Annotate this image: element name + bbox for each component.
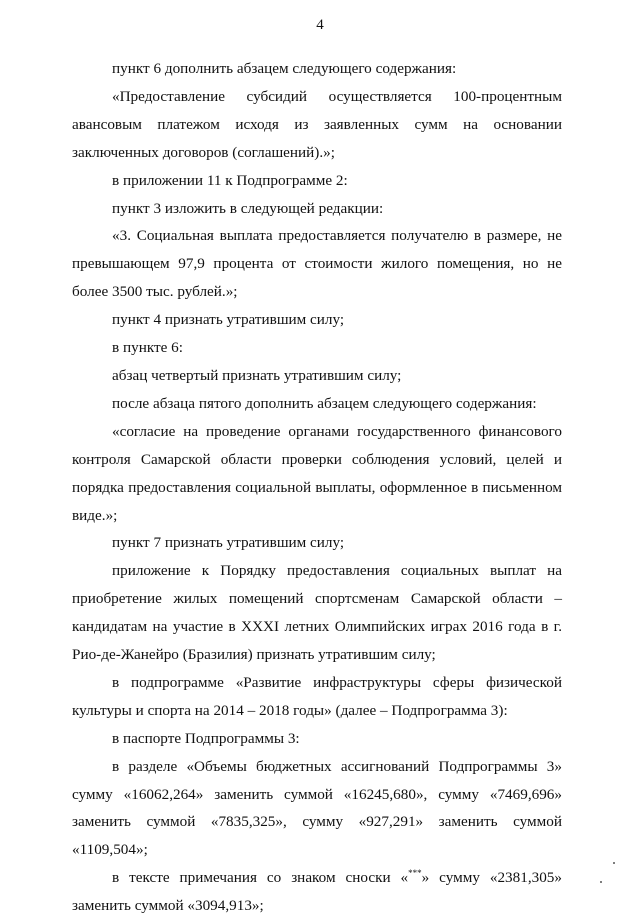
document-body	[72, 55, 562, 920]
paragraph: пункт 6 дополнить абзацем следующего содержания:	[112, 60, 457, 77]
paragraph: пункт 7 признать утратившим силу;	[112, 534, 345, 552]
paragraph: «согласие на проведение органами государственного финансового контроля Самарской области проверки соблюдения условий, целей и порядка предоставления социальной выплаты, оформленное в письменном виде.»;	[72, 422, 562, 524]
paragraph: в пункте 6:	[112, 339, 183, 357]
paragraph-text-before: в тексте примечания со знаком сноски «	[112, 869, 409, 887]
paragraph: в разделе «Объемы бюджетных ассигнований Подпрограммы 3» сумму «16062,264» заменить суммой «16245,680», сумму «7469,696» заменить суммой «7835,325», сумму «927,291» заменить суммой «1109,504»;	[72, 757, 562, 859]
paragraph-text-after: » сумму «2381,305» заменить суммой «3094,913»;	[72, 869, 562, 915]
paragraph: «3. Социальная выплата предоставляется получателю в размере, не превышающем 97,9 процента от стоимости жилого помещения, но не более 3500 тыс. рублей.»;	[72, 227, 562, 301]
paragraph: абзац четвертый признать утратившим силу;	[112, 366, 402, 384]
paragraph-footnote	[72, 864, 562, 920]
paragraph: приложение к Порядку предоставления социальных выплат на приобретение жилых помещений спортсменам Самарской области – кандидатам на участие в XXXI летних Олимпийских играх 2016 года в г. Рио-де-Жанейро (Бразилия) признать утратившим силу;	[72, 562, 562, 664]
paragraph: «Предоставление субсидий осуществляется 100-процентным авансовым платежом исходя из заявленных сумм на основании заключенных договоров (соглашений).»;	[72, 87, 562, 161]
paragraph: в приложении 11 к Подпрограмме 2:	[112, 171, 348, 189]
paragraph: пункт 4 признать утратившим силу;	[112, 311, 345, 329]
paragraph: после абзаца пятого дополнить абзацем следующего содержания:	[112, 394, 537, 412]
paragraph: в подпрограмме «Развитие инфраструктуры сферы физической культуры и спорта на 2014 – 2018 годы» (далее – Подпрограмма 3):	[72, 673, 562, 719]
scan-speck	[613, 862, 615, 864]
footnote-mark: ***	[408, 868, 422, 879]
page-number: 4	[316, 17, 324, 33]
scan-speck	[600, 881, 602, 883]
paragraph: пункт 3 изложить в следующей редакции:	[112, 199, 384, 217]
paragraph: в паспорте Подпрограммы 3:	[112, 729, 300, 747]
